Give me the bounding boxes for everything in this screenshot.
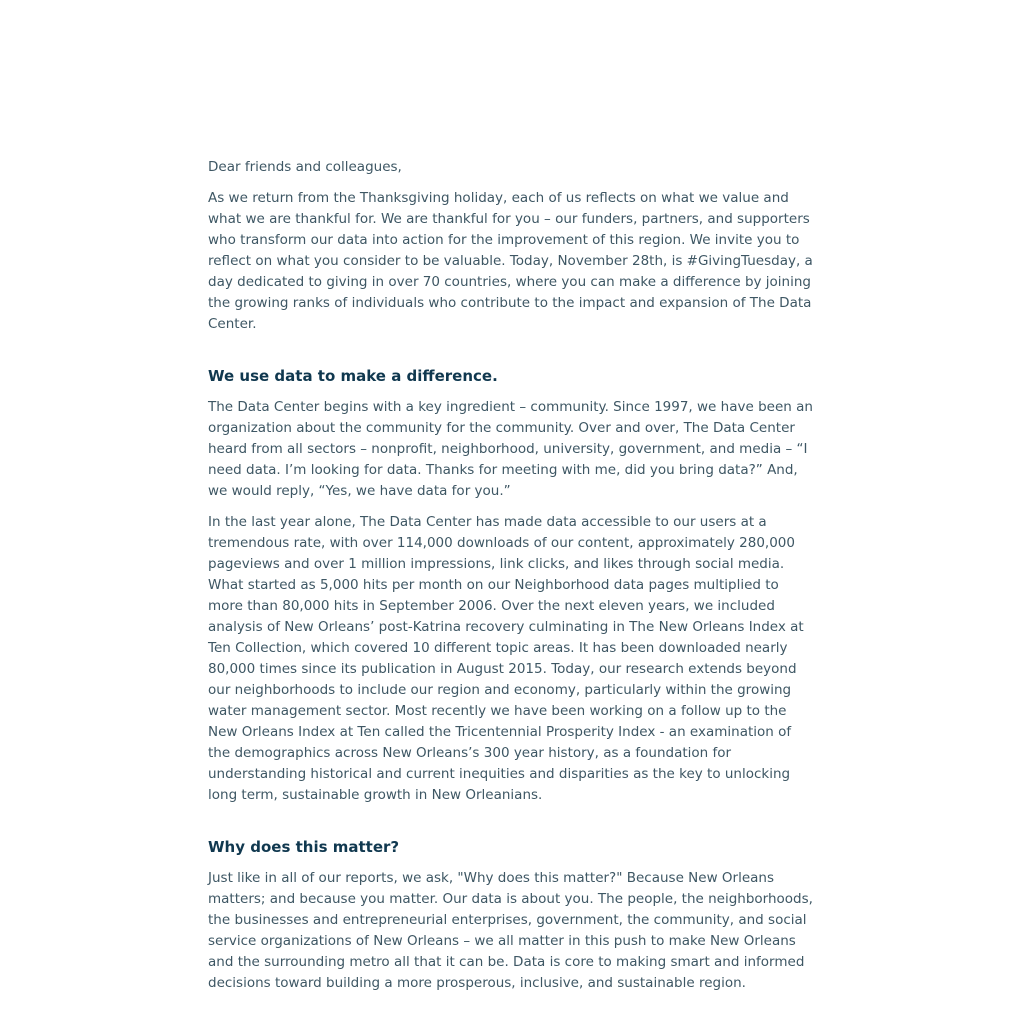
- section-heading-make-a-difference: We use data to make a difference.: [208, 367, 498, 385]
- paragraph-community: The Data Center begins with a key ingredient – community. Since 1997, we have been an organization about the community for the community. Over and over, The Data Center heard from all sectors – nonprofit, neighborhood, university, government, and media – “I need data. I’m looking for data. Thanks for meeting with me, did you bring data?” And, we would reply, “Yes, we have data for you.”: [208, 399, 813, 499]
- intro-paragraph: As we return from the Thanksgiving holiday, each of us reflects on what we value and what we are thankful for. We are thankful for you – our funders, partners, and supporters who transform our data into action for the improvement of this region. We invite you to reflect on what you consider to be valuable. Today, November 28th, is #GivingTuesday, a day dedicated to giving in over 70 countries, where you can make a difference by joining the growing ranks of individuals who contribute to the impact and expansion of The Data Center.: [208, 190, 813, 332]
- paragraph-last-year: In the last year alone, The Data Center has made data accessible to our users at a tremendous rate, with over 114,000 downloads of our content, approximately 280,000 pageviews and over 1 million impressions, link clicks, and likes through social media. What started as 5,000 hits per month on our Neighborhood data pages multiplied to more than 80,000 hits in September 2006. Over the next eleven years, we included analysis of New Orleans’ post-Katrina recovery culminating in The New Orleans Index at Ten Collection, which covered 10 different topic areas. It has been downloaded nearly 80,000 times since its publication in August 2015. Today, our research extends beyond our neighborhoods to include our region and economy, particularly within the growing water management sector. Most recently we have been working on a follow up to the New Orleans Index at Ten called the Tricentennial Prosperity Index - an examination of the demographics across New Orleans’s 300 year history, as a foundation for understanding historical and current inequities and disparities as the key to unlocking long term, sustainable growth in New Orleanians.: [208, 514, 804, 803]
- letter-document: [208, 0, 816, 994]
- section-heading-why-does-this-matter: Why does this matter?: [208, 838, 400, 856]
- paragraph-why-matter: Just like in all of our reports, we ask, "Why does this matter?" Because New Orleans matters; and because you matter. Our data is about you. The people, the neighborhoods, the businesses and entrepreneurial enterprises, government, the community, and social service organizations of New Orleans – we all matter in this push to make New Orleans and the surrounding metro all that it can be. Data is core to making smart and informed decisions toward building a more prosperous, inclusive, and sustainable region.: [208, 870, 813, 991]
- salutation: Dear friends and colleagues,: [208, 159, 402, 175]
